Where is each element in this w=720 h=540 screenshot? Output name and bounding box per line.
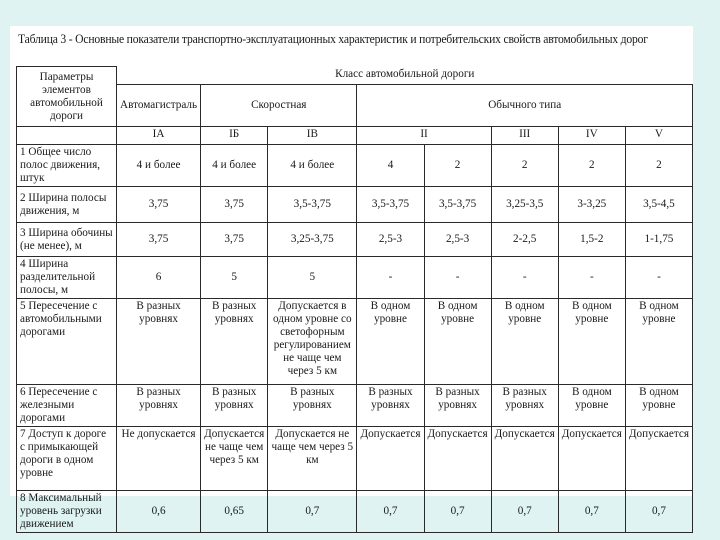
row-param: 7 Доступ к дороге с примыкающей дороги в одном уровне <box>17 427 117 491</box>
table-cell: 1,5-2 <box>558 223 625 257</box>
table-cell: В разных уровнях <box>201 299 268 385</box>
table-row <box>17 257 693 299</box>
table-cell: В разных уровнях <box>268 385 357 427</box>
table-cell: 0,6 <box>117 491 201 533</box>
table-cell: В разных уровнях <box>201 385 268 427</box>
table-cell: 2 <box>491 145 558 187</box>
table-cell: 0,7 <box>625 491 692 533</box>
table-cell: - <box>357 257 424 299</box>
table-cell: 0,65 <box>201 491 268 533</box>
table-cell: В одном уровне <box>357 299 424 385</box>
document-page <box>10 26 693 530</box>
table-cell: 1-1,75 <box>625 223 692 257</box>
table-cell: 3-3,25 <box>558 187 625 223</box>
table-cell: 2,5-3 <box>357 223 424 257</box>
table-cell: 3,25-3,5 <box>491 187 558 223</box>
header-cat-ii: II <box>357 127 491 145</box>
table-cell: 4 <box>357 145 424 187</box>
header-cat-v: V <box>625 127 692 145</box>
table-cell: 0,7 <box>268 491 357 533</box>
table-cell: - <box>625 257 692 299</box>
table-cell: В одном уровне <box>625 299 692 385</box>
road-parameters-table <box>16 66 693 533</box>
table-row <box>17 427 693 491</box>
table-cell: В разных уровнях <box>424 385 491 427</box>
table-cell: Допускается не чаще чем через 5 км <box>201 427 268 491</box>
header-param: Параметры элементов автомобильной дороги <box>17 67 117 127</box>
row-param: 2 Ширина полосы движения, м <box>17 187 117 223</box>
table-cell: В одном уровне <box>424 299 491 385</box>
table-cell: - <box>558 257 625 299</box>
header-cat-iii: III <box>491 127 558 145</box>
table-cell: В разных уровнях <box>117 385 201 427</box>
header-class-group: Класс автомобильной дороги <box>117 67 693 85</box>
table-cell: 3,75 <box>117 187 201 223</box>
table-cell: Допускается в одном уровне со светофорным регулированием не чаще чем через 5 км <box>268 299 357 385</box>
table-cell: Допускается <box>357 427 424 491</box>
table-cell: 3,5-3,75 <box>268 187 357 223</box>
table-cell: 4 и более <box>117 145 201 187</box>
table-cell: В одном уровне <box>491 299 558 385</box>
row-param: 3 Ширина обочины (не менее), м <box>17 223 117 257</box>
table-cell: 2 <box>625 145 692 187</box>
table-cell: 3,5-3,75 <box>424 187 491 223</box>
table-cell: В одном уровне <box>558 385 625 427</box>
header-cat-ib1: IБ <box>201 127 268 145</box>
table-row <box>17 491 693 533</box>
table-cell: Допускается <box>491 427 558 491</box>
table-cell: 3,5-3,75 <box>357 187 424 223</box>
table-row <box>17 385 693 427</box>
table-cell: В разных уровнях <box>357 385 424 427</box>
table-cell: 4 и более <box>201 145 268 187</box>
header-empty <box>17 127 117 145</box>
header-cat-iv: IV <box>558 127 625 145</box>
table-cell: Допускается <box>558 427 625 491</box>
header-autobahn: Автомагистраль <box>117 85 201 127</box>
table-cell: 3,5-4,5 <box>625 187 692 223</box>
row-param: 1 Общее число полос движения, штук <box>17 145 117 187</box>
header-cat-ib2: IB <box>268 127 357 145</box>
row-param: 8 Максимальный уровень загрузки движением <box>17 491 117 533</box>
table-cell: 2 <box>558 145 625 187</box>
table-cell: 0,7 <box>424 491 491 533</box>
table-row <box>17 223 693 257</box>
row-param: 5 Пересечение с автомобильными дорогами <box>17 299 117 385</box>
table-cell: 3,75 <box>201 187 268 223</box>
table-cell: 5 <box>201 257 268 299</box>
table-cell: В разных уровнях <box>117 299 201 385</box>
table-cell: В одном уровне <box>625 385 692 427</box>
table-cell: 3,25-3,75 <box>268 223 357 257</box>
table-cell: В разных уровнях <box>491 385 558 427</box>
header-express: Скоростная <box>201 85 357 127</box>
table-cell: Допускается <box>424 427 491 491</box>
row-param: 4 Ширина разделительной полосы, м <box>17 257 117 299</box>
table-cell: Допускается <box>625 427 692 491</box>
table-cell: 3,75 <box>201 223 268 257</box>
table-cell: 6 <box>117 257 201 299</box>
table-row <box>17 187 693 223</box>
table-cell: 5 <box>268 257 357 299</box>
table-cell: - <box>424 257 491 299</box>
table-cell: 2,5-3 <box>424 223 491 257</box>
table-cell: 0,7 <box>357 491 424 533</box>
table-cell: Допускается не чаще чем через 5 км <box>268 427 357 491</box>
table-row <box>17 299 693 385</box>
table-cell: 3,75 <box>117 223 201 257</box>
table-cell: 2-2,5 <box>491 223 558 257</box>
table-cell: В одном уровне <box>558 299 625 385</box>
table-row <box>17 145 693 187</box>
table-cell: 0,7 <box>558 491 625 533</box>
table-cell: 0,7 <box>491 491 558 533</box>
table-caption: Таблица 3 - Основные показатели транспортно-эксплуатационных характеристик и потребительских свойств автомобильных дорог <box>18 32 648 46</box>
table-cell: Не допускается <box>117 427 201 491</box>
table-cell: 4 и более <box>268 145 357 187</box>
header-ordinary: Обычного типа <box>357 85 693 127</box>
table-cell: 2 <box>424 145 491 187</box>
row-param: 6 Пересечение с железными дорогами <box>17 385 117 427</box>
header-cat-ia: IA <box>117 127 201 145</box>
table-cell: - <box>491 257 558 299</box>
